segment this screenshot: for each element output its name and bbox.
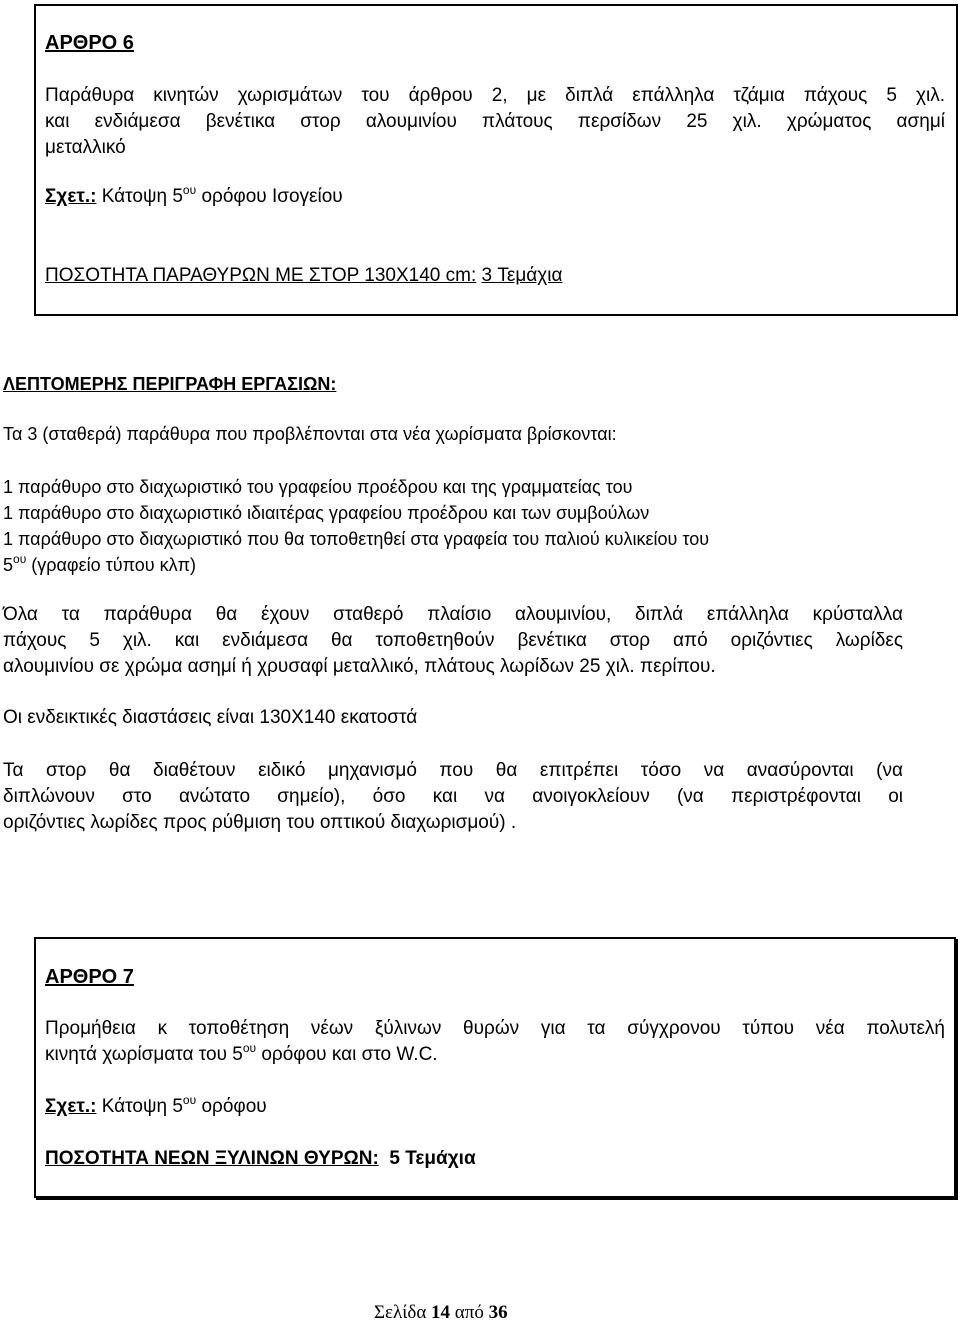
blinds-paragraph (3, 758, 903, 836)
blinds-line: διπλώνουν στο ανώτατο σημείο), όσο και να ανοιγοκλείουν (να περιστρέφονται οι (3, 786, 903, 807)
article-6-desc-line: μεταλλικό (45, 137, 126, 158)
article-7-quantity (45, 1148, 476, 1170)
quantity-value: 5 Τεμάχια (389, 1148, 476, 1169)
list-item-sup: ου (13, 552, 27, 566)
list-item: 1 παράθυρο στο διαχωριστικό ιδιαιτέρας γραφείου προέδρου και των συμβούλων (3, 503, 650, 523)
reference-sup: ου (182, 1093, 197, 1107)
desc-sup: ου (242, 1041, 257, 1055)
of-word: από (454, 1302, 484, 1323)
frames-line: αλουμινίου σε χρώμα ασημί ή χρυσαφί μεταλλικό, πλάτους λωρίδων 25 χιλ. περίπου. (3, 656, 716, 677)
article-6-heading: ΑΡΘΡΟ 6 (45, 32, 134, 54)
total-pages: 36 (488, 1302, 508, 1323)
page-word: Σελίδα (374, 1302, 427, 1323)
quantity-label: ΠΟΣΟΤΗΤΑ ΠΑΡΑΘΥΡΩΝ ΜΕ ΣΤΟΡ 130Χ140 cm: (45, 265, 477, 286)
article-6-desc-line: Παράθυρα κινητών χωρισμάτων του άρθρου 2, με διπλά επάλληλα τζάμια πάχους 5 χιλ. (45, 85, 945, 106)
details-intro: Τα 3 (σταθερά) παράθυρα που προβλέπονται στα νέα χωρίσματα βρίσκονται: (3, 424, 617, 444)
desc-text: ορόφου και στο W.C. (256, 1044, 438, 1065)
page-number (374, 1302, 508, 1324)
frames-line: Όλα τα παράθυρα θα έχουν σταθερό πλαίσιο αλουμινίου, διπλά επάλληλα κρύσταλλα (3, 604, 903, 625)
quantity-label: ΠΟΣΟΤΗΤΑ ΝΕΩΝ ΞΥΛΙΝΩΝ ΘΥΡΩΝ: (45, 1148, 379, 1169)
list-item: 1 παράθυρο στο διαχωριστικό του γραφείου προέδρου και της γραμματείας του (3, 477, 633, 497)
details-heading: ΛΕΠΤΟΜΕΡΗΣ ΠΕΡΙΓΡΑΦΗ ΕΡΓΑΣΙΩΝ: (3, 374, 337, 394)
article-6-reference (45, 183, 343, 208)
dimensions-text: Οι ενδεικτικές διαστάσεις είναι 130Χ140 εκατοστά (3, 707, 418, 728)
article-7-heading: ΑΡΘΡΟ 7 (45, 966, 134, 988)
desc-text: κινητά χωρίσματα του 5 (45, 1044, 243, 1065)
list-item-continuation (3, 552, 913, 578)
reference-label: Σχετ.: (45, 1096, 97, 1117)
blinds-line: οριζόντιες λωρίδες προς ρύθμιση του οπτικού διαχωρισμού) . (3, 812, 517, 833)
reference-text: ορόφου (196, 1096, 267, 1117)
article-7-description (45, 1016, 945, 1068)
list-item-text: (γραφείο τύπου κλπ) (26, 555, 196, 575)
reference-text: Κάτοψη 5 (96, 186, 183, 207)
article-7-desc-line (45, 1042, 945, 1068)
article-7-desc-line: Προμήθεια κ τοποθέτηση νέων ξύλινων θυρών για τα σύγχρονου τύπου νέα πολυτελή (45, 1018, 945, 1039)
list-item-text: 5 (3, 555, 14, 575)
frames-line: πάχους 5 χιλ. και ενδιάμεσα θα τοποθετηθούν βενέτικα στορ από οριζόντιες λωρίδες (3, 630, 903, 651)
reference-text: Κάτοψη 5 (96, 1096, 183, 1117)
article-6-description (45, 83, 945, 161)
current-page: 14 (431, 1302, 451, 1323)
quantity-value: 3 Τεμάχια (481, 265, 563, 286)
details-list (3, 474, 913, 578)
list-item: 1 παράθυρο στο διαχωριστικό που θα τοποθετηθεί στα γραφεία του παλιού κυλικείου του (3, 529, 710, 549)
reference-label: Σχετ.: (45, 186, 97, 207)
reference-text: ορόφου Ισογείου (196, 186, 343, 207)
article-7-reference (45, 1093, 267, 1118)
article-6-quantity (45, 265, 562, 287)
reference-sup: ου (182, 183, 197, 197)
frames-paragraph (3, 602, 903, 680)
blinds-line: Τα στορ θα διαθέτουν ειδικό μηχανισμό που θα επιτρέπει τόσο να ανασύρονται (να (3, 760, 903, 781)
article-6-desc-line: και ενδιάμεσα βενέτικα στορ αλουμινίου πλάτους περσίδων 25 χιλ. χρώματος ασημί (45, 111, 945, 132)
